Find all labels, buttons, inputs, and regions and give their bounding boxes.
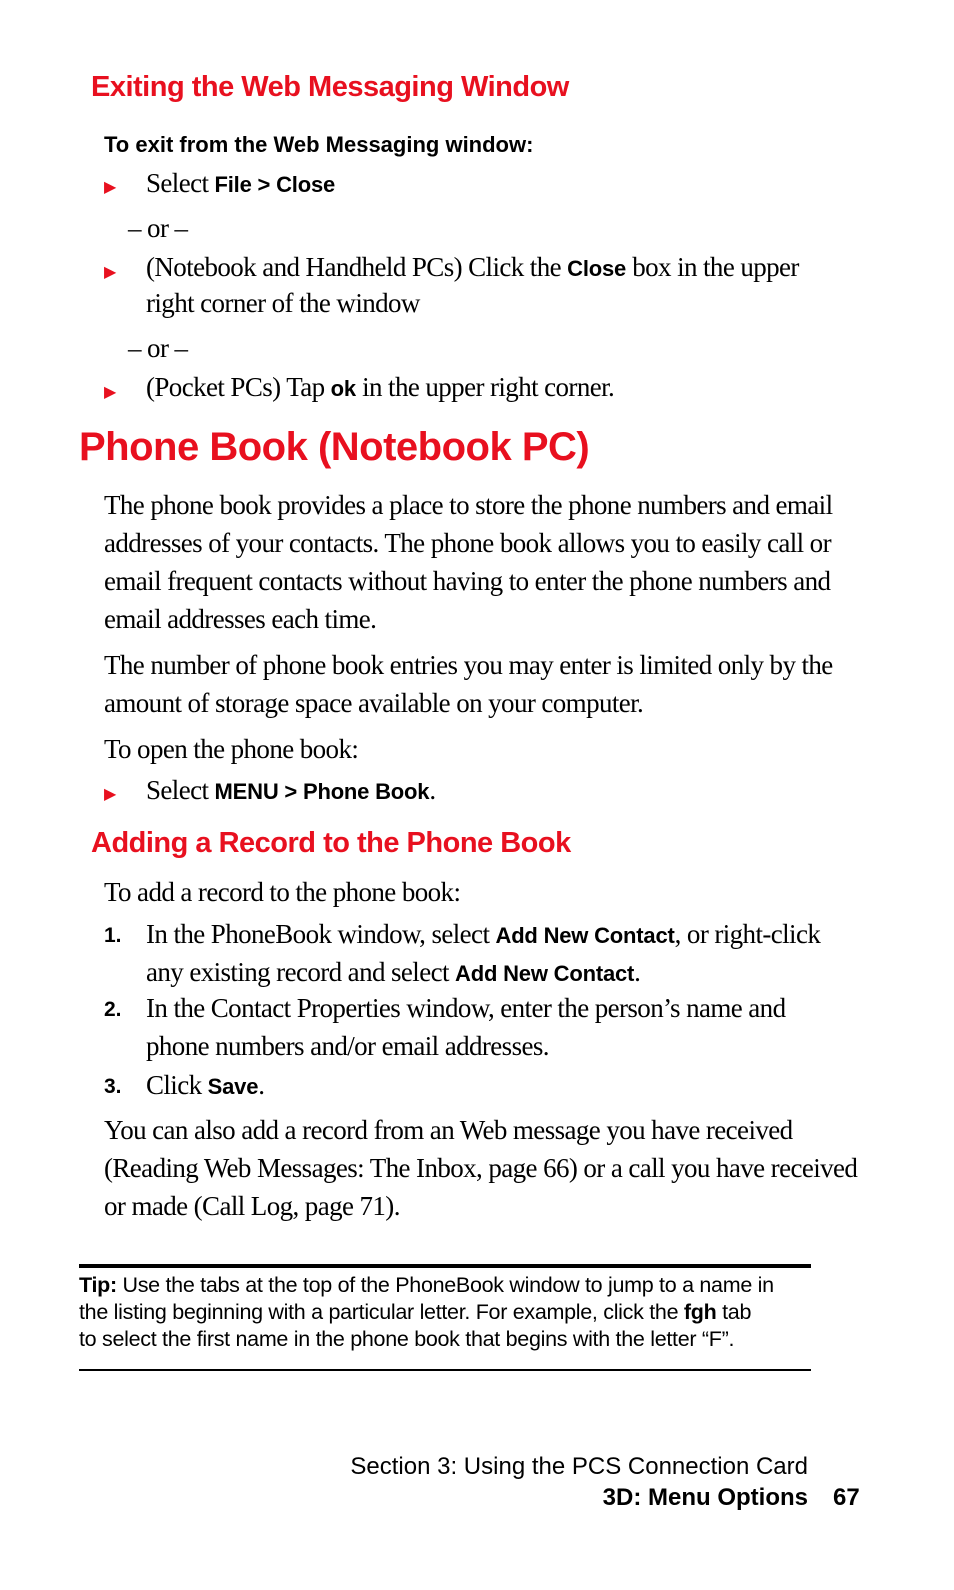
triangle-bullet-icon: ▶ bbox=[104, 784, 117, 803]
tip-label: Tip: bbox=[79, 1273, 117, 1297]
triangle-bullet-icon: ▶ bbox=[104, 262, 117, 281]
tip-line: Tip: Use the tabs at the top of the PhoneBook window to jump to a name in bbox=[79, 1273, 774, 1297]
ui-add-new-contact: Add New Contact bbox=[455, 961, 635, 986]
page-title-phone-book: Phone Book (Notebook PC) bbox=[79, 425, 590, 469]
tip-bottom-rule bbox=[79, 1369, 811, 1371]
step-number: 1. bbox=[104, 924, 122, 947]
tip-top-rule bbox=[79, 1264, 811, 1268]
text-line: (Reading Web Messages: The Inbox, page 66) or a call you have received bbox=[104, 1153, 858, 1183]
ui-menu-phone-book: MENU > Phone Book bbox=[214, 779, 430, 804]
paragraph-storage-limit bbox=[104, 646, 833, 722]
ui-fgh-tab: fgh bbox=[683, 1300, 717, 1324]
section-heading-exiting: Exiting the Web Messaging Window bbox=[91, 71, 569, 103]
footer-chapter-title: 3D: Menu Options bbox=[602, 1484, 808, 1511]
page-number: 67 bbox=[833, 1484, 860, 1511]
step-2-line2: phone numbers and/or email addresses. bbox=[146, 1031, 549, 1061]
step-3: Click Save. bbox=[146, 1070, 265, 1100]
paragraph-add-from-message bbox=[104, 1111, 857, 1225]
ui-close: Close bbox=[567, 256, 627, 281]
paragraph-open-phone-book: To open the phone book: bbox=[104, 734, 359, 764]
text-line: email frequent contacts without having to enter the phone numbers and bbox=[104, 566, 831, 596]
ui-file-close: File > Close bbox=[214, 172, 336, 197]
bullet-select-file-close: Select File > Close bbox=[146, 168, 336, 198]
tip-line: the listing beginning with a particular letter. For example, click the fgh tab bbox=[79, 1300, 752, 1324]
text-line: email addresses each time. bbox=[104, 604, 377, 634]
footer-section-title: Section 3: Using the PCS Connection Card bbox=[350, 1453, 808, 1480]
text-line: You can also add a record from an Web message you have received bbox=[104, 1115, 793, 1145]
bullet-notebook-close-line2: right corner of the window bbox=[146, 288, 420, 318]
ui-save: Save bbox=[207, 1074, 259, 1099]
text-line: The phone book provides a place to store the phone numbers and email bbox=[104, 490, 833, 520]
triangle-bullet-icon: ▶ bbox=[104, 382, 117, 401]
text-line: amount of storage space available on your computer. bbox=[104, 688, 644, 718]
bullet-select-menu-phone-book: Select MENU > Phone Book. bbox=[146, 775, 436, 805]
step-1-line1: In the PhoneBook window, select Add New Contact, or right-click bbox=[146, 919, 821, 949]
step-1-line2: any existing record and select Add New Contact. bbox=[146, 957, 641, 987]
ui-ok: ok bbox=[330, 376, 356, 401]
text-line: addresses of your contacts. The phone book allows you to easily call or bbox=[104, 528, 831, 558]
or-separator: – or – bbox=[128, 333, 188, 363]
triangle-bullet-icon: ▶ bbox=[104, 177, 117, 196]
tip-box bbox=[79, 1272, 819, 1353]
paragraph-add-record-intro: To add a record to the phone book: bbox=[104, 877, 461, 907]
instruction-lead: To exit from the Web Messaging window: bbox=[104, 132, 534, 157]
text-line: or made (Call Log, page 71). bbox=[104, 1191, 400, 1221]
step-number: 3. bbox=[104, 1075, 122, 1098]
text-line: The number of phone book entries you may enter is limited only by the bbox=[104, 650, 833, 680]
bullet-pocket-ok: (Pocket PCs) Tap ok in the upper right corner. bbox=[146, 372, 615, 402]
section-heading-adding-record: Adding a Record to the Phone Book bbox=[91, 827, 571, 859]
ui-add-new-contact: Add New Contact bbox=[495, 923, 675, 948]
step-2-line1: In the Contact Properties window, enter the person’s name and bbox=[146, 993, 786, 1023]
or-separator: – or – bbox=[128, 213, 188, 243]
tip-line: to select the first name in the phone book that begins with the letter “F”. bbox=[79, 1327, 735, 1351]
bullet-notebook-close: (Notebook and Handheld PCs) Click the Close box in the upper bbox=[146, 252, 799, 282]
paragraph-phone-book-intro bbox=[104, 486, 832, 638]
step-number: 2. bbox=[104, 998, 122, 1021]
